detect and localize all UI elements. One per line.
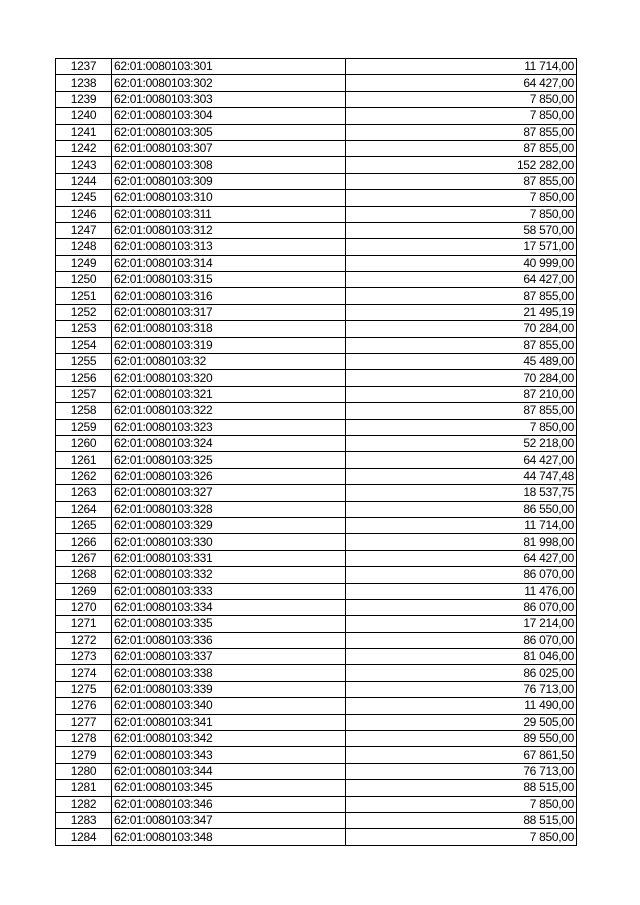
table-row: [56, 599, 577, 615]
cadastral-number-cell: 62:01:0080103:318: [112, 321, 346, 337]
cadastral-value-cell: 40 999,00: [346, 255, 577, 271]
table-row: [56, 763, 577, 779]
table-row: [56, 173, 577, 189]
row-number-cell: 1258: [56, 403, 112, 419]
cadastral-value-cell: 7 850,00: [346, 108, 577, 124]
row-number-cell: 1245: [56, 190, 112, 206]
table-row: [56, 370, 577, 386]
row-number-cell: 1268: [56, 567, 112, 583]
cadastral-number-cell: 62:01:0080103:32: [112, 354, 346, 370]
row-number-cell: 1253: [56, 321, 112, 337]
table-row: [56, 812, 577, 828]
cadastral-value-cell: 64 427,00: [346, 550, 577, 566]
table-row: [56, 59, 577, 75]
table-row: [56, 419, 577, 435]
table-row: [56, 698, 577, 714]
row-number-cell: 1248: [56, 239, 112, 255]
table-row: [56, 747, 577, 763]
cadastral-number-cell: 62:01:0080103:342: [112, 731, 346, 747]
table-row: [56, 780, 577, 796]
cadastral-value-cell: 58 570,00: [346, 222, 577, 238]
cadastral-value-cell: 87 855,00: [346, 124, 577, 140]
table-row: [56, 485, 577, 501]
cadastral-number-cell: 62:01:0080103:338: [112, 665, 346, 681]
cadastral-number-cell: 62:01:0080103:340: [112, 698, 346, 714]
table-row: [56, 468, 577, 484]
row-number-cell: 1238: [56, 75, 112, 91]
table-row: [56, 632, 577, 648]
table-row: [56, 796, 577, 812]
cadastral-number-cell: 62:01:0080103:348: [112, 829, 346, 845]
table-row: [56, 649, 577, 665]
table-row: [56, 304, 577, 320]
row-number-cell: 1280: [56, 763, 112, 779]
row-number-cell: 1242: [56, 140, 112, 156]
cadastral-number-cell: 62:01:0080103:336: [112, 632, 346, 648]
row-number-cell: 1284: [56, 829, 112, 845]
cadastral-value-cell: 87 855,00: [346, 403, 577, 419]
cadastral-number-cell: 62:01:0080103:314: [112, 255, 346, 271]
cadastral-number-cell: 62:01:0080103:316: [112, 288, 346, 304]
table-row: [56, 354, 577, 370]
table-row: [56, 206, 577, 222]
cadastral-value-cell: 86 025,00: [346, 665, 577, 681]
cadastral-number-cell: 62:01:0080103:329: [112, 517, 346, 533]
table-row: [56, 567, 577, 583]
table-row: [56, 91, 577, 107]
cadastral-number-cell: 62:01:0080103:328: [112, 501, 346, 517]
table-row: [56, 616, 577, 632]
cadastral-number-cell: 62:01:0080103:312: [112, 222, 346, 238]
row-number-cell: 1264: [56, 501, 112, 517]
cadastral-value-cell: 76 713,00: [346, 681, 577, 697]
cadastral-value-cell: 86 070,00: [346, 632, 577, 648]
cadastral-number-cell: 62:01:0080103:303: [112, 91, 346, 107]
cadastral-value-cell: 52 218,00: [346, 435, 577, 451]
table-row: [56, 157, 577, 173]
cadastral-value-cell: 70 284,00: [346, 370, 577, 386]
row-number-cell: 1278: [56, 731, 112, 747]
table-row: [56, 501, 577, 517]
cadastral-value-cell: 86 550,00: [346, 501, 577, 517]
table-row: [56, 714, 577, 730]
row-number-cell: 1269: [56, 583, 112, 599]
table-row: [56, 108, 577, 124]
cadastral-value-cell: 64 427,00: [346, 75, 577, 91]
table-row: [56, 321, 577, 337]
cadastral-value-cell: 17 571,00: [346, 239, 577, 255]
cadastral-value-cell: 45 489,00: [346, 354, 577, 370]
cadastral-number-cell: 62:01:0080103:321: [112, 386, 346, 402]
table-row: [56, 75, 577, 91]
cadastral-number-cell: 62:01:0080103:339: [112, 681, 346, 697]
table-row: [56, 665, 577, 681]
table-row: [56, 272, 577, 288]
table-row: [56, 517, 577, 533]
row-number-cell: 1279: [56, 747, 112, 763]
cadastral-number-cell: 62:01:0080103:325: [112, 452, 346, 468]
cadastral-value-cell: 88 515,00: [346, 812, 577, 828]
cadastral-value-cell: 86 070,00: [346, 567, 577, 583]
cadastral-value-cell: 11 714,00: [346, 59, 577, 75]
table-row: [56, 239, 577, 255]
cadastral-number-cell: 62:01:0080103:305: [112, 124, 346, 140]
cadastral-value-cell: 18 537,75: [346, 485, 577, 501]
cadastral-number-cell: 62:01:0080103:320: [112, 370, 346, 386]
cadastral-number-cell: 62:01:0080103:335: [112, 616, 346, 632]
row-number-cell: 1270: [56, 599, 112, 615]
cadastral-number-cell: 62:01:0080103:323: [112, 419, 346, 435]
row-number-cell: 1260: [56, 435, 112, 451]
cadastral-number-cell: 62:01:0080103:326: [112, 468, 346, 484]
row-number-cell: 1272: [56, 632, 112, 648]
row-number-cell: 1273: [56, 649, 112, 665]
cadastral-value-cell: 89 550,00: [346, 731, 577, 747]
cadastral-number-cell: 62:01:0080103:334: [112, 599, 346, 615]
cadastral-value-cell: 87 855,00: [346, 140, 577, 156]
cadastral-value-cell: 21 495,19: [346, 304, 577, 320]
row-number-cell: 1274: [56, 665, 112, 681]
row-number-cell: 1240: [56, 108, 112, 124]
cadastral-number-cell: 62:01:0080103:345: [112, 780, 346, 796]
row-number-cell: 1266: [56, 534, 112, 550]
cadastral-value-cell: 29 505,00: [346, 714, 577, 730]
cadastral-value-cell: 87 855,00: [346, 173, 577, 189]
table-row: [56, 403, 577, 419]
row-number-cell: 1255: [56, 354, 112, 370]
table-row: [56, 550, 577, 566]
cadastral-value-cell: 87 855,00: [346, 288, 577, 304]
cadastral-number-cell: 62:01:0080103:319: [112, 337, 346, 353]
cadastral-value-cell: 7 850,00: [346, 796, 577, 812]
cadastral-value-cell: 70 284,00: [346, 321, 577, 337]
table-row: [56, 583, 577, 599]
cadastral-number-cell: 62:01:0080103:347: [112, 812, 346, 828]
row-number-cell: 1249: [56, 255, 112, 271]
cadastral-number-cell: 62:01:0080103:301: [112, 59, 346, 75]
table-row: [56, 288, 577, 304]
cadastral-value-cell: 7 850,00: [346, 829, 577, 845]
row-number-cell: 1277: [56, 714, 112, 730]
cadastral-value-cell: 44 747,48: [346, 468, 577, 484]
cadastral-value-cell: 7 850,00: [346, 419, 577, 435]
table-row: [56, 140, 577, 156]
row-number-cell: 1250: [56, 272, 112, 288]
cadastral-number-cell: 62:01:0080103:311: [112, 206, 346, 222]
cadastral-value-cell: 88 515,00: [346, 780, 577, 796]
cadastral-number-cell: 62:01:0080103:308: [112, 157, 346, 173]
row-number-cell: 1283: [56, 812, 112, 828]
cadastral-number-cell: 62:01:0080103:327: [112, 485, 346, 501]
cadastral-number-cell: 62:01:0080103:332: [112, 567, 346, 583]
cadastral-number-cell: 62:01:0080103:324: [112, 435, 346, 451]
table-row: [56, 534, 577, 550]
cadastral-value-cell: 76 713,00: [346, 763, 577, 779]
cadastral-number-cell: 62:01:0080103:304: [112, 108, 346, 124]
cadastral-value-cell: 11 714,00: [346, 517, 577, 533]
cadastral-number-cell: 62:01:0080103:310: [112, 190, 346, 206]
cadastral-number-cell: 62:01:0080103:313: [112, 239, 346, 255]
cadastral-number-cell: 62:01:0080103:315: [112, 272, 346, 288]
table-body: [56, 59, 577, 846]
row-number-cell: 1237: [56, 59, 112, 75]
cadastral-value-cell: 11 490,00: [346, 698, 577, 714]
cadastral-number-cell: 62:01:0080103:341: [112, 714, 346, 730]
row-number-cell: 1263: [56, 485, 112, 501]
row-number-cell: 1282: [56, 796, 112, 812]
cadastral-number-cell: 62:01:0080103:302: [112, 75, 346, 91]
cadastral-value-cell: 11 476,00: [346, 583, 577, 599]
row-number-cell: 1244: [56, 173, 112, 189]
table-row: [56, 255, 577, 271]
cadastral-number-cell: 62:01:0080103:337: [112, 649, 346, 665]
row-number-cell: 1275: [56, 681, 112, 697]
cadastral-value-cell: 81 046,00: [346, 649, 577, 665]
row-number-cell: 1241: [56, 124, 112, 140]
cadastral-number-cell: 62:01:0080103:309: [112, 173, 346, 189]
row-number-cell: 1265: [56, 517, 112, 533]
table-row: [56, 829, 577, 845]
table-row: [56, 190, 577, 206]
cadastral-number-cell: 62:01:0080103:307: [112, 140, 346, 156]
row-number-cell: 1251: [56, 288, 112, 304]
cadastral-number-cell: 62:01:0080103:333: [112, 583, 346, 599]
cadastral-value-cell: 87 210,00: [346, 386, 577, 402]
row-number-cell: 1243: [56, 157, 112, 173]
table-row: [56, 452, 577, 468]
cadastral-value-cell: 7 850,00: [346, 206, 577, 222]
table-row: [56, 124, 577, 140]
cadastral-number-cell: 62:01:0080103:330: [112, 534, 346, 550]
row-number-cell: 1254: [56, 337, 112, 353]
cadastral-value-cell: 152 282,00: [346, 157, 577, 173]
row-number-cell: 1256: [56, 370, 112, 386]
row-number-cell: 1276: [56, 698, 112, 714]
cadastral-value-cell: 81 998,00: [346, 534, 577, 550]
row-number-cell: 1259: [56, 419, 112, 435]
table-row: [56, 337, 577, 353]
table-row: [56, 222, 577, 238]
row-number-cell: 1261: [56, 452, 112, 468]
row-number-cell: 1267: [56, 550, 112, 566]
row-number-cell: 1271: [56, 616, 112, 632]
cadastral-number-cell: 62:01:0080103:331: [112, 550, 346, 566]
cadastral-value-cell: 17 214,00: [346, 616, 577, 632]
cadastral-number-cell: 62:01:0080103:344: [112, 763, 346, 779]
row-number-cell: 1262: [56, 468, 112, 484]
cadastral-value-cell: 86 070,00: [346, 599, 577, 615]
row-number-cell: 1281: [56, 780, 112, 796]
row-number-cell: 1247: [56, 222, 112, 238]
cadastral-number-cell: 62:01:0080103:346: [112, 796, 346, 812]
row-number-cell: 1246: [56, 206, 112, 222]
table-row: [56, 731, 577, 747]
row-number-cell: 1257: [56, 386, 112, 402]
cadastral-number-cell: 62:01:0080103:343: [112, 747, 346, 763]
row-number-cell: 1239: [56, 91, 112, 107]
cadastral-value-cell: 7 850,00: [346, 91, 577, 107]
table-row: [56, 386, 577, 402]
row-number-cell: 1252: [56, 304, 112, 320]
cadastral-value-cell: 7 850,00: [346, 190, 577, 206]
cadastral-value-cell: 64 427,00: [346, 272, 577, 288]
cadastral-number-cell: 62:01:0080103:317: [112, 304, 346, 320]
cadastral-value-table: [55, 58, 577, 846]
cadastral-value-cell: 64 427,00: [346, 452, 577, 468]
cadastral-value-cell: 67 861,50: [346, 747, 577, 763]
cadastral-number-cell: 62:01:0080103:322: [112, 403, 346, 419]
table-row: [56, 681, 577, 697]
cadastral-value-cell: 87 855,00: [346, 337, 577, 353]
table-row: [56, 435, 577, 451]
